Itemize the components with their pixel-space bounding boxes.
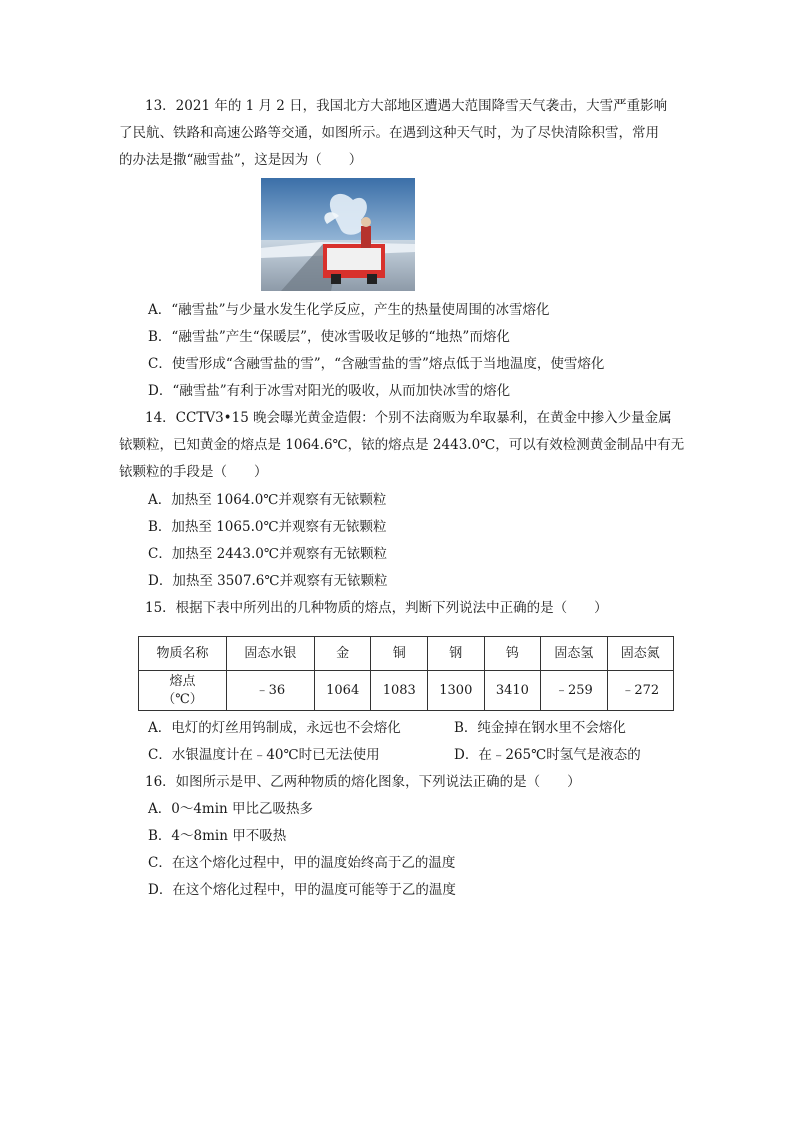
snow-clearing-photo xyxy=(261,178,415,291)
q14-option-a: A．加热至 1064.0℃并观察有无铱颗粒 xyxy=(148,492,387,508)
q14-stem-line-2: 铱颗粒，已知黄金的熔点是 1064.6℃，铱的熔点是 2443.0℃，可以有效检测黄金制品中有无 xyxy=(119,437,685,453)
table-cell-melting-point: ﹣259 xyxy=(541,671,607,711)
q14-stem-line-1: 14．CCTV3•15 晚会曝光黄金造假：个别不法商贩为牟取暴利，在黄金中掺入少量金属 xyxy=(145,410,672,426)
table-cell-melting-point: 1064 xyxy=(314,671,371,711)
table-cell-substance: 固态氢 xyxy=(541,637,607,671)
q16-option-b: B．4～8min 甲不吸热 xyxy=(148,828,287,844)
q13-option-b: B．“融雪盐”产生“保暖层”，使冰雪吸收足够的“地热”而熔化 xyxy=(148,329,510,345)
table-cell-melting-point: 1083 xyxy=(371,671,428,711)
melting-point-table xyxy=(138,636,674,711)
q13-stem-line-2: 了民航、铁路和高速公路等交通，如图所示。在遇到这种天气时，为了尽快清除积雪，常用 xyxy=(119,125,659,141)
q14-stem-line-3: 铱颗粒的手段是（ ） xyxy=(119,464,268,480)
row-label-line-2: （℃） xyxy=(162,691,203,707)
table-cell-melting-point: ﹣272 xyxy=(607,671,673,711)
table-cell-substance: 固态氮 xyxy=(607,637,673,671)
table-cell-substance: 铜 xyxy=(371,637,428,671)
q13-option-c: C．使雪形成“含融雪盐的雪”，“含融雪盐的雪”熔点低于当地温度，使雪熔化 xyxy=(148,356,605,372)
table-cell-substance: 固态水银 xyxy=(226,637,314,671)
q15-option-c: C．水银温度计在﹣40℃时已无法使用 xyxy=(148,747,380,763)
table-row-melting-points xyxy=(139,671,674,711)
q16-stem: 16．如图所示是甲、乙两种物质的熔化图象，下列说法正确的是（ ） xyxy=(145,774,581,790)
q15-option-d: D．在﹣265℃时氢气是液态的 xyxy=(454,747,641,763)
q13-option-d: D．“融雪盐”有利于冰雪对阳光的吸收，从而加快冰雪的熔化 xyxy=(148,383,511,399)
q13-stem-line-1: 13．2021 年的 1 月 2 日，我国北方大部地区遭遇大范围降雪天气袭击，大雪严重影响 xyxy=(145,98,668,114)
table-row-substance-names xyxy=(139,637,674,671)
q15-stem: 15．根据下表中所列出的几种物质的熔点，判断下列说法中正确的是（ ） xyxy=(145,600,608,616)
q15-option-b: B．纯金掉在钢水里不会熔化 xyxy=(454,720,626,736)
row-label-line-1: 熔点 xyxy=(169,673,196,689)
table-header-label: 物质名称 xyxy=(139,637,227,671)
q13-stem-line-3: 的办法是撒“融雪盐”，这是因为（ ） xyxy=(119,152,363,168)
table-cell-substance: 钢 xyxy=(428,637,485,671)
table-cell-melting-point: ﹣36 xyxy=(226,671,314,711)
table-cell-substance: 钨 xyxy=(484,637,541,671)
table-cell-melting-point: 1300 xyxy=(428,671,485,711)
table-row-label xyxy=(139,671,227,711)
q14-option-b: B．加热至 1065.0℃并观察有无铱颗粒 xyxy=(148,519,387,535)
q16-option-d: D．在这个熔化过程中，甲的温度可能等于乙的温度 xyxy=(148,882,456,898)
table-cell-substance: 金 xyxy=(314,637,371,671)
q15-option-a: A．电灯的灯丝用钨制成，永远也不会熔化 xyxy=(148,720,401,736)
q16-option-a: A．0～4min 甲比乙吸热多 xyxy=(148,801,314,817)
table-cell-melting-point: 3410 xyxy=(484,671,541,711)
q13-option-a: A．“融雪盐”与少量水发生化学反应，产生的热量使周围的冰雪熔化 xyxy=(148,302,550,318)
q14-option-d: D．加热至 3507.6℃并观察有无铱颗粒 xyxy=(148,573,388,589)
q14-option-c: C．加热至 2443.0℃并观察有无铱颗粒 xyxy=(148,546,387,562)
q16-option-c: C．在这个熔化过程中，甲的温度始终高于乙的温度 xyxy=(148,855,456,871)
